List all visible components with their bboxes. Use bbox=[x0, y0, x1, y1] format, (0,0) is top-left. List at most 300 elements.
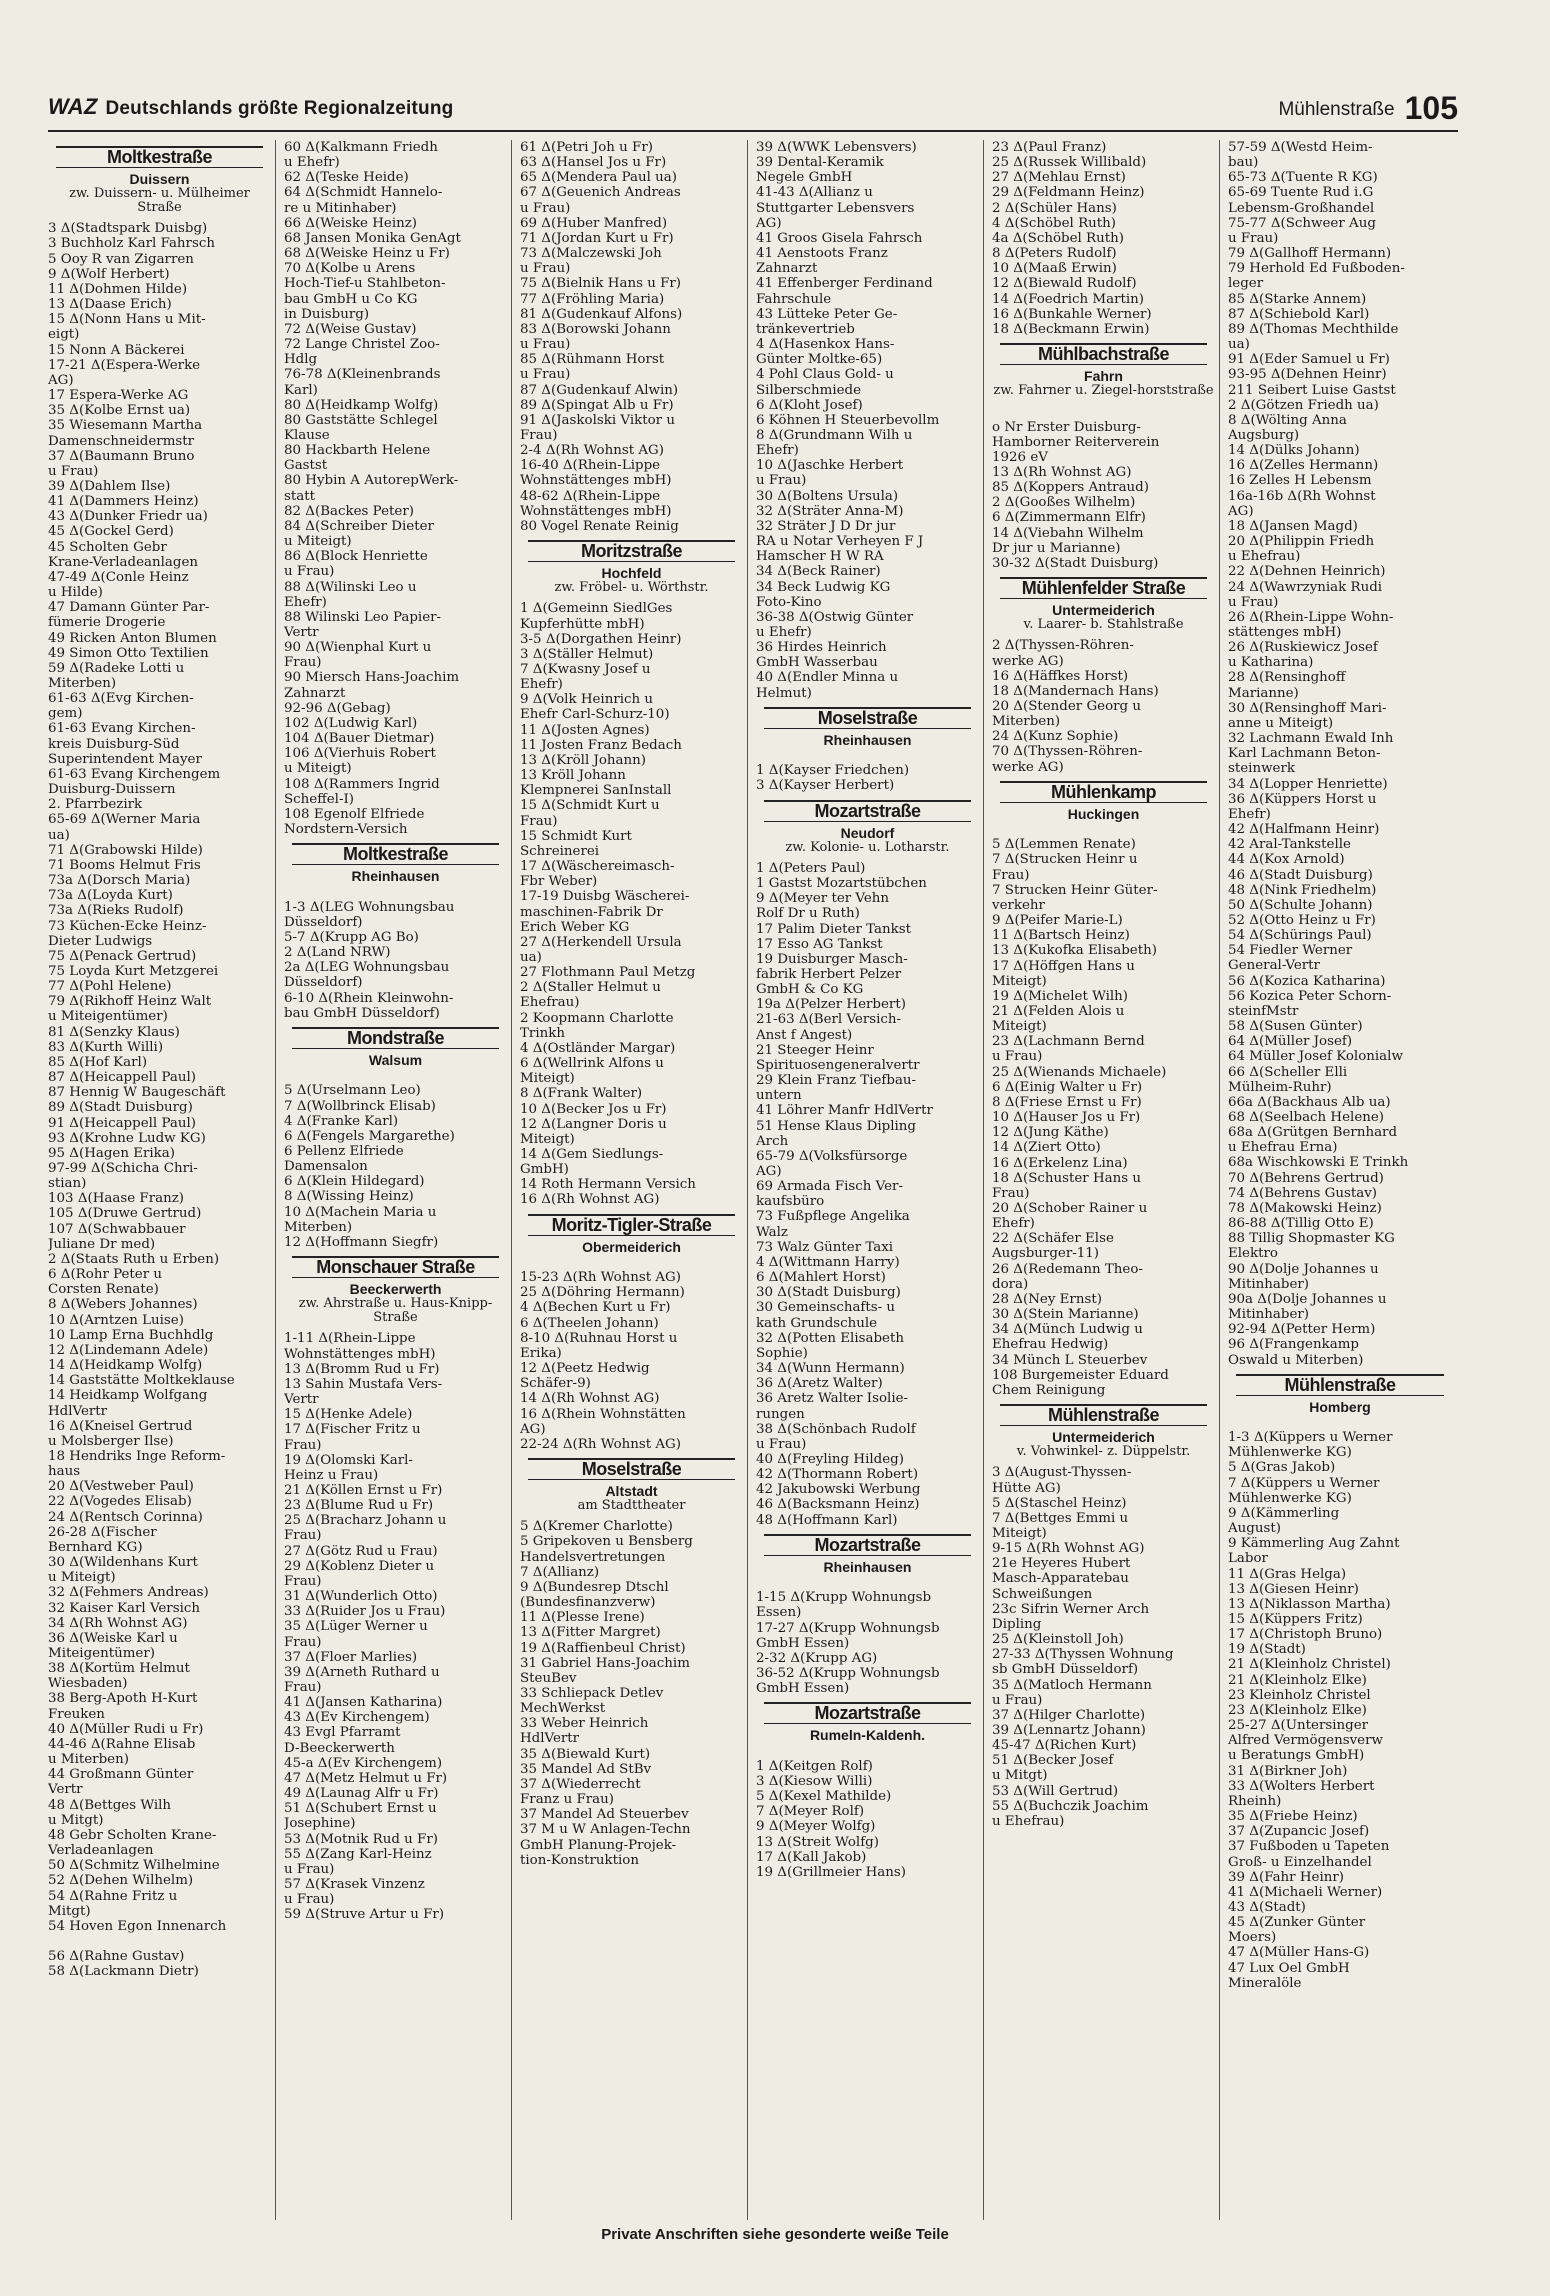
district-heading: Huckingen bbox=[1067, 805, 1140, 822]
listing-entry: 88 Wilinski Leo Papier- bbox=[284, 609, 442, 625]
listing-entry: 87 Δ(Gudenkauf Alwin) bbox=[520, 382, 679, 398]
listing-entry: Vertr bbox=[284, 1392, 319, 1408]
listing-entry: GmbH Essen) bbox=[756, 1681, 850, 1697]
listing-entry: 6 Δ(Rohr Peter u bbox=[48, 1267, 163, 1283]
listing-entry bbox=[756, 1744, 979, 1759]
listing-entry: 92-96 Δ(Gebag) bbox=[284, 700, 391, 716]
listing-entry: 5 Δ(Kexel Mathilde) bbox=[756, 1789, 892, 1805]
listing-entry: 83 Δ(Kurth Willi) bbox=[48, 1039, 164, 1055]
listing-entry: 45 Scholten Gebr bbox=[48, 539, 167, 555]
listing-entry: u Frau) bbox=[992, 1692, 1043, 1708]
listing-entry: Silberschmiede bbox=[756, 382, 862, 398]
listing-entry: 60 Δ(Kalkmann Friedh bbox=[284, 140, 438, 155]
listing-entry: steinwerk bbox=[1228, 761, 1295, 777]
listing-entry: 24 Δ(Wawrzyniak Rudi bbox=[1228, 579, 1383, 595]
listing-entry bbox=[756, 748, 979, 763]
listing-entry: 31 Gabriel Hans-Joachim bbox=[520, 1655, 690, 1671]
column-5 bbox=[992, 140, 1220, 2220]
listing-entry: 16 Δ(Häffkes Horst) bbox=[992, 668, 1129, 684]
listing-entry: 19 Δ(Stadt) bbox=[1228, 1642, 1306, 1658]
listing-entry: Ehefr) bbox=[520, 677, 563, 693]
listing-entry: Frau) bbox=[992, 867, 1030, 883]
listing-entry: 14 Δ(Dülks Johann) bbox=[1228, 443, 1360, 459]
listing-entry: 79 Δ(Rikhoff Heinz Walt bbox=[48, 994, 212, 1010]
listing-entry: 15 Δ(Henke Adele) bbox=[284, 1407, 413, 1423]
listing-entry: 56 Δ(Kozica Katharina) bbox=[1228, 973, 1386, 989]
listing-entry: 3 Δ(Kiesow Willi) bbox=[756, 1773, 873, 1789]
listing-entry: Miteigt) bbox=[992, 1019, 1047, 1035]
district-heading: Rheinhausen bbox=[351, 868, 440, 885]
listing-entry: GmbH Wasserbau bbox=[756, 655, 878, 671]
listing-entry: 39 Δ(Fahr Heinr) bbox=[1228, 1869, 1344, 1885]
listing-entry: 13 Δ(Kukofka Elisabeth) bbox=[992, 943, 1157, 959]
listing-entry bbox=[520, 1255, 743, 1270]
listing-entry: 27 Δ(Götz Rud u Frau) bbox=[284, 1543, 438, 1559]
listing-entry: 3 Δ(Kayser Herbert) bbox=[756, 778, 895, 794]
listing-entry: 26 Δ(Ruskiewicz Josef bbox=[1228, 640, 1378, 656]
district-heading: Beeckerwerth bbox=[349, 1281, 442, 1298]
listing-entry: Rolf Dr u Ruth) bbox=[756, 906, 860, 922]
listing-entry: gem) bbox=[48, 706, 83, 722]
listing-entry: 76-78 Δ(Kleinenbrands bbox=[284, 367, 441, 383]
running-head bbox=[1278, 90, 1458, 127]
listing-entry: 108 Δ(Rammers Ingrid bbox=[284, 776, 440, 792]
listing-entry: 19 Δ(Olomski Karl- bbox=[284, 1452, 413, 1468]
listing-entry: Handelsvertretungen bbox=[520, 1549, 666, 1565]
listing-entry: 102 Δ(Ludwig Karl) bbox=[284, 715, 418, 731]
listing-entry: 36-52 Δ(Krupp Wohnungsb bbox=[756, 1666, 940, 1681]
listing-entry: 17-21 Δ(Espera-Werke bbox=[48, 357, 201, 373]
listing-entry: 6 Δ(Zimmermann Elfr) bbox=[992, 510, 1146, 526]
listing-entry: dora) bbox=[992, 1276, 1029, 1292]
listing-entry: 42 Jakubowski Werbung bbox=[756, 1482, 921, 1498]
listing-entry: 6 Δ(Kloht Josef) bbox=[756, 397, 863, 413]
listing-entry: 61-63 Δ(Evg Kirchen- bbox=[48, 691, 194, 707]
column-3 bbox=[520, 140, 748, 2220]
listing-entry: 9 Δ(Wolf Herbert) bbox=[48, 266, 170, 282]
listing-entry: 65-69 Δ(Werner Maria bbox=[48, 812, 201, 828]
listing-entry: Verladeanlagen bbox=[48, 1843, 154, 1859]
listing-entry: 27-33 Δ(Thyssen Wohnung bbox=[992, 1647, 1174, 1663]
listing-entry: 5-7 Δ(Krupp AG Bo) bbox=[284, 929, 419, 945]
listing-entry: 29 Klein Franz Tiefbau- bbox=[756, 1073, 917, 1089]
listing-entry: 38 Berg-Apoth H-Kurt bbox=[48, 1691, 198, 1707]
listing-entry: AG) bbox=[1228, 503, 1254, 519]
listing-entry: u Ehefrau) bbox=[1228, 549, 1301, 565]
listing-entry: 73a Δ(Dorsch Maria) bbox=[48, 873, 191, 889]
listing-entry: 71 Booms Helmut Fris bbox=[48, 857, 201, 873]
listing-entry: 14 Δ(Heidkamp Wolfg) bbox=[48, 1358, 203, 1374]
brand-logo: WAZ bbox=[48, 94, 98, 119]
listing-entry: 63 Δ(Hansel Jos u Fr) bbox=[520, 155, 667, 171]
page-header bbox=[48, 90, 1458, 128]
listing-entry: 19 Δ(Raffienbeul Christ) bbox=[520, 1640, 686, 1656]
listing-entry bbox=[992, 822, 1215, 837]
listing-entry: 18 Hendriks Inge Reform- bbox=[48, 1448, 226, 1464]
listing-entry: 104 Δ(Bauer Dietmar) bbox=[284, 731, 435, 747]
listing-entry: 49 Δ(Launag Alfr u Fr) bbox=[284, 1786, 439, 1802]
listing-entry: 65 Δ(Mendera Paul ua) bbox=[520, 170, 677, 186]
listing-entry: 37 Δ(Hilger Charlotte) bbox=[992, 1707, 1146, 1723]
street-heading: Moltkestraße bbox=[292, 843, 499, 865]
listing-entry: u Beratungs GmbH) bbox=[1228, 1748, 1365, 1764]
listing-entry: u Frau) bbox=[520, 200, 571, 216]
listing-entry: 51 Hense Klaus Dipling bbox=[756, 1118, 916, 1134]
listing-entry: 55 Δ(Zang Karl-Heinz bbox=[284, 1846, 432, 1862]
listing-entry: 39 Δ(Lennartz Johann) bbox=[992, 1723, 1146, 1738]
listing-entry: 24 Δ(Rentsch Corinna) bbox=[48, 1509, 203, 1525]
listing-entry: 15 Nonn A Bäckerei bbox=[48, 342, 185, 358]
street-heading: Moritz-Tigler-Straße bbox=[528, 1214, 735, 1236]
listing-entry: Ehefr) bbox=[992, 1216, 1035, 1232]
listing-entry: 1 Δ(Gemeinn SiedlGes bbox=[520, 601, 673, 617]
listing-entry: 35 Δ(Kolbe Ernst ua) bbox=[48, 403, 191, 419]
column-6 bbox=[1228, 140, 1456, 2220]
listing-entry: 32 Kaiser Karl Versich bbox=[48, 1600, 200, 1616]
listing-entry: 25 Δ(Wienands Michaele) bbox=[992, 1064, 1167, 1080]
listing-entry: 97-99 Δ(Schicha Chri- bbox=[48, 1161, 198, 1176]
listing-entry: 91 Δ(Jaskolski Viktor u bbox=[520, 412, 675, 428]
listing-entry: 64 Δ(Schmidt Hannelo- bbox=[284, 185, 443, 201]
listing-entry: 61-63 Evang Kirchengem bbox=[48, 766, 221, 782]
listing-entry: 2 Δ(Staller Helmut u bbox=[520, 980, 661, 996]
listing-entry: 44 Δ(Kox Arnold) bbox=[1228, 852, 1345, 868]
listing-entry: u Ehefr) bbox=[284, 155, 340, 171]
listing-entry: 17 Δ(Kall Jakob) bbox=[756, 1849, 867, 1865]
listing-entry: Zahnarzt bbox=[756, 261, 818, 277]
listing-entry: 59 Δ(Struve Artur u Fr) bbox=[284, 1907, 445, 1923]
listing-entry: SteuBev bbox=[520, 1670, 577, 1686]
listing-entry: Wohnstättenges mbH) bbox=[520, 503, 672, 519]
listing-entry: 1-11 Δ(Rhein-Lippe bbox=[284, 1331, 416, 1347]
listing-entry: Negele GmbH bbox=[756, 170, 853, 186]
listing-entry: 12 Δ(Peetz Hedwig bbox=[520, 1361, 650, 1377]
listing-entry: 41 Δ(Jansen Katharina) bbox=[284, 1695, 443, 1711]
listing-entry: u Frau) bbox=[520, 337, 571, 353]
listing-entry: 2 Δ(Götzen Friedh ua) bbox=[1228, 397, 1379, 413]
listing-entry: 8 Δ(Friese Ernst u Fr) bbox=[992, 1094, 1142, 1110]
listing-entry: 13 Δ(Streit Wolfg) bbox=[756, 1834, 879, 1850]
page-number: 105 bbox=[1404, 90, 1458, 126]
listing-entry bbox=[48, 1934, 271, 1949]
listing-entry: Josephine) bbox=[284, 1816, 356, 1832]
listing-entry: 33 Schliepack Detlev bbox=[520, 1686, 664, 1701]
district-heading: Homberg bbox=[1309, 1398, 1371, 1415]
listing-entry: 54 Hoven Egon Innenarch bbox=[48, 1918, 227, 1934]
listing-entry: 89 Δ(Stadt Duisburg) bbox=[48, 1100, 193, 1116]
listing-entry: 52 Δ(Otto Heinz u Fr) bbox=[1228, 912, 1376, 928]
listing-entry: 5 Δ(Staschel Heinz) bbox=[992, 1495, 1127, 1511]
listing-entry: u Ehefrau) bbox=[992, 1813, 1065, 1829]
listing-entry: 4 Δ(Franke Karl) bbox=[284, 1113, 399, 1129]
listing-entry: werke AG) bbox=[992, 759, 1064, 775]
listing-entry: 14 Δ(Foedrich Martin) bbox=[992, 291, 1144, 307]
listing-entry: Frau) bbox=[284, 1437, 322, 1453]
listing-entry: Dr jur u Marianne) bbox=[992, 540, 1121, 556]
listing-entry: 103 Δ(Haase Franz) bbox=[48, 1191, 184, 1207]
listing-entry: 39 Δ(Dahlem Ilse) bbox=[48, 478, 171, 494]
listing-entry: 46 Δ(Backsmann Heinz) bbox=[756, 1497, 920, 1513]
listing-entry: Bernhard KG) bbox=[48, 1539, 143, 1555]
listing-entry: Miteigentümer) bbox=[48, 1646, 155, 1661]
listing-entry: 2. Pfarrbezirk bbox=[48, 797, 143, 813]
listing-entry: 38 Δ(Kortüm Helmut bbox=[48, 1661, 190, 1677]
listing-entry: Labor bbox=[1228, 1551, 1268, 1567]
listing-entry: 7 Δ(Küppers u Werner bbox=[1228, 1475, 1380, 1491]
listing-entry: GmbH Planung-Projek- bbox=[520, 1837, 677, 1853]
listing-entry: 4 Δ(Hasenkox Hans- bbox=[756, 337, 895, 353]
listing-entry: 21 Δ(Köllen Ernst u Fr) bbox=[284, 1482, 443, 1498]
listing-entry: 18 Δ(Mandernach Hans) bbox=[992, 683, 1159, 699]
listing-entry: 35 Δ(Matloch Hermann bbox=[992, 1677, 1152, 1693]
listing-entry: 4 Δ(Ostländer Margar) bbox=[520, 1040, 676, 1056]
listing-entry: 5 Δ(Urselmann Leo) bbox=[284, 1083, 421, 1099]
listing-entry: 43 Δ(Stadt) bbox=[1228, 1899, 1306, 1915]
listing-entry: Marianne) bbox=[1228, 685, 1299, 701]
listing-entry: Rheinh) bbox=[1228, 1793, 1282, 1809]
listing-entry: 37 Δ(Baumann Bruno bbox=[48, 448, 195, 464]
listing-entry: Masch-Apparatebau bbox=[992, 1571, 1129, 1587]
listing-entry: bau) bbox=[1228, 155, 1259, 171]
listing-entry: u Frau) bbox=[48, 463, 99, 479]
listing-entry: u Mitgt) bbox=[48, 1812, 104, 1828]
listing-entry: 44-46 Δ(Rahne Elisab bbox=[48, 1736, 196, 1752]
listing-entry: 85 Δ(Starke Annem) bbox=[1228, 291, 1367, 307]
listing-entry: 80 Gaststätte Schlegel bbox=[284, 412, 438, 428]
listing-entry: Mühlenwerke KG) bbox=[1228, 1490, 1352, 1506]
street-heading: Mühlenkamp bbox=[1000, 781, 1207, 803]
listing-entry: 28 Δ(Rensinghoff bbox=[1228, 670, 1346, 686]
listing-entry: 1926 eV bbox=[992, 449, 1048, 465]
listing-entry: Schreinerei bbox=[520, 843, 600, 859]
listing-entry: Elektro bbox=[1228, 1246, 1278, 1262]
street-range-note: zw. Fröbel- u. Wörthstr. bbox=[554, 580, 709, 596]
listing-entry: 16a-16b Δ(Rh Wohnst bbox=[1228, 488, 1376, 504]
listing-entry: 31 Δ(Wunderlich Otto) bbox=[284, 1589, 438, 1605]
listing-entry: werke AG) bbox=[992, 653, 1064, 669]
brand-tagline: Deutschlands größte Regionalzeitung bbox=[105, 98, 454, 119]
listing-entry: 6 Δ(Fengels Margarethe) bbox=[284, 1128, 455, 1144]
listing-entry: 95 Δ(Hagen Erika) bbox=[48, 1145, 176, 1161]
street-heading: Moselstraße bbox=[764, 707, 971, 729]
listing-entry: 80 Vogel Renate Reinig bbox=[520, 518, 679, 534]
listing-entry: u Frau) bbox=[284, 1892, 335, 1908]
listing-entry: 20 Δ(Philippin Friedh bbox=[1228, 534, 1375, 550]
listing-entry: 20 Δ(Schober Rainer u bbox=[992, 1201, 1148, 1216]
listing-entry: u Frau) bbox=[284, 1861, 335, 1877]
listing-entry: 17-19 Duisbg Wäscherei- bbox=[520, 889, 690, 905]
listing-entry: 10 Δ(Machein Maria u bbox=[284, 1204, 437, 1220]
listing-entry: 13 Δ(Giesen Heinr) bbox=[1228, 1581, 1359, 1597]
footer-note: Private Anschriften siehe gesonderte weiße Teile bbox=[601, 2226, 949, 2243]
listing-entry: 9-15 Δ(Rh Wohnst AG) bbox=[992, 1541, 1145, 1557]
listing-entry: 10 Lamp Erna Buchhdlg bbox=[48, 1327, 214, 1343]
listing-entry: Schäfer-9) bbox=[520, 1376, 591, 1392]
listing-entry: Freuken bbox=[48, 1706, 105, 1722]
listing-entry: Augsburger-11) bbox=[992, 1246, 1100, 1262]
listing-entry: Essen) bbox=[756, 1605, 802, 1621]
listing-entry: 89 Δ(Spingat Alb u Fr) bbox=[520, 397, 674, 413]
listing-entry: Lebensm-Großhandel bbox=[1228, 200, 1375, 216]
listing-entry: 13 Δ(Fitter Margret) bbox=[520, 1625, 661, 1641]
listing-entry: 14 Gaststätte Moltkeklause bbox=[48, 1373, 235, 1389]
listing-entry: 92-94 Δ(Petter Herm) bbox=[1228, 1322, 1376, 1338]
listing-entry: 57-59 Δ(Westd Heim- bbox=[1228, 140, 1373, 155]
listing-entry: Walz bbox=[756, 1224, 788, 1240]
listing-entry: 29 Δ(Koblenz Dieter u bbox=[284, 1558, 435, 1574]
listing-entry: u Frau) bbox=[756, 473, 807, 489]
listing-entry: 39 Dental-Keramik bbox=[756, 155, 884, 171]
listing-entry: 4 Δ(Bechen Kurt u Fr) bbox=[520, 1300, 671, 1316]
listing-entry: 30 Gemeinschafts- u bbox=[756, 1300, 896, 1316]
street-heading: Mühlbachstraße bbox=[1000, 343, 1207, 365]
listing-entry: 16-40 Δ(Rhein-Lippe bbox=[520, 458, 661, 474]
listing-entry: 32 Lachmann Ewald Inh bbox=[1228, 731, 1394, 747]
listing-entry: Ehefr) bbox=[756, 443, 799, 459]
listing-entry: sb GmbH Düsseldorf) bbox=[992, 1662, 1139, 1678]
listing-entry: 9 Δ(Peifer Marie-L) bbox=[992, 913, 1123, 929]
listing-entry: 86 Δ(Block Henriette bbox=[284, 549, 428, 565]
listing-entry: 15 Schmidt Kurt bbox=[520, 828, 632, 844]
listing-entry: 14 Δ(Viebahn Wilhelm bbox=[992, 525, 1144, 541]
listing-entry: 34 Δ(Wunn Hermann) bbox=[756, 1361, 905, 1377]
listing-entry: 84 Δ(Schreiber Dieter bbox=[284, 518, 434, 534]
street-range-note: v. Laarer- b. Stahlstraße bbox=[1023, 617, 1184, 633]
listing-entry: 93 Δ(Krohne Ludw KG) bbox=[48, 1130, 206, 1146]
listing-entry: 47 Lux Oel GmbH bbox=[1228, 1960, 1350, 1976]
listing-entry: 11 Δ(Plesse Irene) bbox=[520, 1610, 645, 1626]
listing-entry: AG) bbox=[48, 372, 74, 388]
street-heading: Moselstraße bbox=[528, 1458, 735, 1480]
listing-entry: 14 Heidkamp Wolfgang bbox=[48, 1388, 208, 1404]
listing-entry: 75 Loyda Kurt Metzgerei bbox=[48, 963, 219, 979]
listing-entry: Stuttgarter Lebensvers bbox=[756, 200, 915, 216]
listing-entry: rungen bbox=[756, 1406, 805, 1422]
listing-entry: AG) bbox=[756, 1164, 782, 1179]
listing-entry: 1 Δ(Kayser Friedchen) bbox=[756, 763, 910, 779]
listing-entry: 45-47 Δ(Richen Kurt) bbox=[992, 1738, 1137, 1754]
listing-entry: 87 Δ(Schiebold Karl) bbox=[1228, 306, 1370, 322]
listing-entry: 75-77 Δ(Schweer Aug bbox=[1228, 215, 1376, 231]
listing-entry: 37 Δ(Wiederrecht bbox=[520, 1776, 641, 1792]
listing-entry: D-Beeckerwerth bbox=[284, 1740, 395, 1756]
listing-entry: ua) bbox=[1228, 337, 1250, 353]
listing-entry: Mitinhaber) bbox=[1228, 1307, 1310, 1323]
listing-entry: 19 Δ(Michelet Wilh) bbox=[992, 988, 1129, 1004]
listing-entry: 23 Δ(Paul Franz) bbox=[992, 140, 1107, 155]
listing-entry: 9 Δ(Meyer ter Vehn bbox=[756, 891, 890, 907]
listing-entry: 13 Δ(Daase Erich) bbox=[48, 297, 172, 313]
listing-entry: Vertr bbox=[284, 625, 319, 640]
listing-entry: Erika) bbox=[520, 1345, 562, 1361]
listing-entry: 30 Δ(Wildenhans Kurt bbox=[48, 1555, 198, 1571]
listing-entry: leger bbox=[1228, 276, 1264, 292]
listing-entry: Hamborner Reiterverein bbox=[992, 434, 1160, 450]
listing-entry: Nordstern-Versich bbox=[284, 822, 408, 838]
listing-entry: u Hilde) bbox=[48, 585, 103, 601]
listing-entry: 17 Δ(Christoph Bruno) bbox=[1228, 1627, 1383, 1643]
listing-entry: 28 Δ(Ney Ernst) bbox=[992, 1291, 1102, 1307]
listing-entry: 53 Δ(Motnik Rud u Fr) bbox=[284, 1831, 438, 1847]
listing-entry: 16 Δ(Rhein Wohnstätten bbox=[520, 1406, 686, 1422]
listing-entry: 10 Δ(Maaß Erwin) bbox=[992, 261, 1117, 277]
listing-entry: 66 Δ(Scheller Elli bbox=[1228, 1064, 1348, 1080]
listing-entry: 4 Δ(Schöbel Ruth) bbox=[992, 215, 1117, 231]
listing-entry: Groß- u Einzelhandel bbox=[1228, 1854, 1372, 1870]
listing-entry: 83 Δ(Borowski Johann bbox=[520, 321, 671, 337]
listing-entry: 47 Damann Günter Par- bbox=[48, 600, 210, 616]
listing-entry: 43 Lütteke Peter Ge- bbox=[756, 306, 898, 322]
listing-entry: Miteigt) bbox=[992, 1525, 1047, 1541]
listing-entry: 87 Δ(Heicappell Paul) bbox=[48, 1070, 196, 1086]
listing-entry: 6 Pellenz Elfriede bbox=[284, 1144, 404, 1159]
listing-entry: 54 Δ(Schürings Paul) bbox=[1228, 928, 1372, 944]
listing-entry: 61 Δ(Petri Joh u Fr) bbox=[520, 140, 653, 155]
listing-entry: 40 Δ(Endler Minna u bbox=[756, 670, 899, 686]
listing-entry: 2-32 Δ(Krupp AG) bbox=[756, 1650, 878, 1666]
listing-entry: 41 Löhrer Manfr HdlVertr bbox=[756, 1103, 933, 1119]
listing-entry: 68a Wischkowski E Trinkh bbox=[1228, 1155, 1409, 1171]
listing-entry: Miterben) bbox=[992, 714, 1061, 730]
street-heading: Moritzstraße bbox=[528, 540, 735, 562]
listing-entry: 73 Δ(Malczewski Joh bbox=[520, 246, 662, 262]
listing-entry: 18 Δ(Beckmann Erwin) bbox=[992, 321, 1150, 337]
listing-entry: 37 Fußboden u Tapeten bbox=[1228, 1839, 1390, 1855]
listing-entry: 6 Δ(Einig Walter u Fr) bbox=[992, 1079, 1143, 1095]
listing-entry: 41 Δ(Dammers Heinz) bbox=[48, 494, 199, 510]
street-heading: Mühlenfelder Straße bbox=[1000, 577, 1207, 599]
listing-entry: 48 Δ(Bettges Wilh bbox=[48, 1797, 172, 1813]
listing-entry: Frau) bbox=[520, 813, 558, 829]
listing-entry: 41 Aenstoots Franz bbox=[756, 246, 888, 262]
listing-entry: 30 Δ(Boltens Ursula) bbox=[756, 488, 899, 504]
street-range-note: v. Vohwinkel- z. Düppelstr. bbox=[1016, 1444, 1191, 1460]
listing-entry: Zahnarzt bbox=[284, 685, 346, 701]
listing-entry: 50 Δ(Schmitz Wilhelmine bbox=[48, 1858, 220, 1874]
listing-entry: 13 Δ(Bromm Rud u Fr) bbox=[284, 1361, 440, 1377]
district-heading: Neudorf bbox=[840, 824, 895, 841]
district-heading: Untermeiderich bbox=[1052, 1429, 1155, 1446]
listing-entry: 41 Effenberger Ferdinand bbox=[756, 276, 933, 292]
listing-entry: 2 Δ(Staats Ruth u Erben) bbox=[48, 1251, 220, 1267]
listing-entry: 1 Δ(Keitgen Rolf) bbox=[756, 1758, 873, 1774]
listing-entry: 2-4 Δ(Rh Wohnst AG) bbox=[520, 443, 664, 459]
listing-entry: Trinkh bbox=[520, 1025, 565, 1041]
listing-entry: 11 Δ(Bartsch Heinz) bbox=[992, 928, 1130, 944]
listing-entry: kath Grundschule bbox=[756, 1315, 878, 1331]
listing-entry: Mitinhaber) bbox=[1228, 1276, 1310, 1292]
listing-entry: kaufsbüro bbox=[756, 1194, 825, 1210]
listing-entry: 85 Δ(Hof Karl) bbox=[48, 1054, 148, 1070]
street-heading: Mozartstraße bbox=[764, 1702, 971, 1724]
listing-entry: 52 Δ(Dehen Wilhelm) bbox=[48, 1873, 194, 1889]
listing-entry: 51 Δ(Schubert Ernst u bbox=[284, 1801, 437, 1817]
listing-entry: 48 Δ(Nink Friedhelm) bbox=[1228, 882, 1377, 898]
listing-entry: 26-28 Δ(Fischer bbox=[48, 1524, 157, 1540]
listing-entry: 75 Δ(Penack Gertrud) bbox=[48, 948, 197, 964]
listing-entry: 5 Δ(Kremer Charlotte) bbox=[520, 1519, 673, 1535]
listing-entry: 17 Δ(Höffgen Hans u bbox=[992, 958, 1135, 974]
listing-entry: 9 Δ(Volk Heinrich u bbox=[520, 692, 654, 708]
listing-entry: 12 Δ(Langner Doris u bbox=[520, 1116, 667, 1132]
listing-entry: Corsten Renate) bbox=[48, 1282, 159, 1298]
listing-entry: Ehefrau Hedwig) bbox=[992, 1337, 1109, 1353]
listing-entry: 73a Δ(Loyda Kurt) bbox=[48, 888, 173, 904]
listing-entry: u Frau) bbox=[992, 1049, 1043, 1065]
listing-entry: Wohnstättenges mbH) bbox=[520, 473, 672, 489]
listing-entry: Spirituosengeneralvertr bbox=[756, 1057, 920, 1073]
listing-entry: 91 Δ(Heicappell Paul) bbox=[48, 1115, 196, 1131]
